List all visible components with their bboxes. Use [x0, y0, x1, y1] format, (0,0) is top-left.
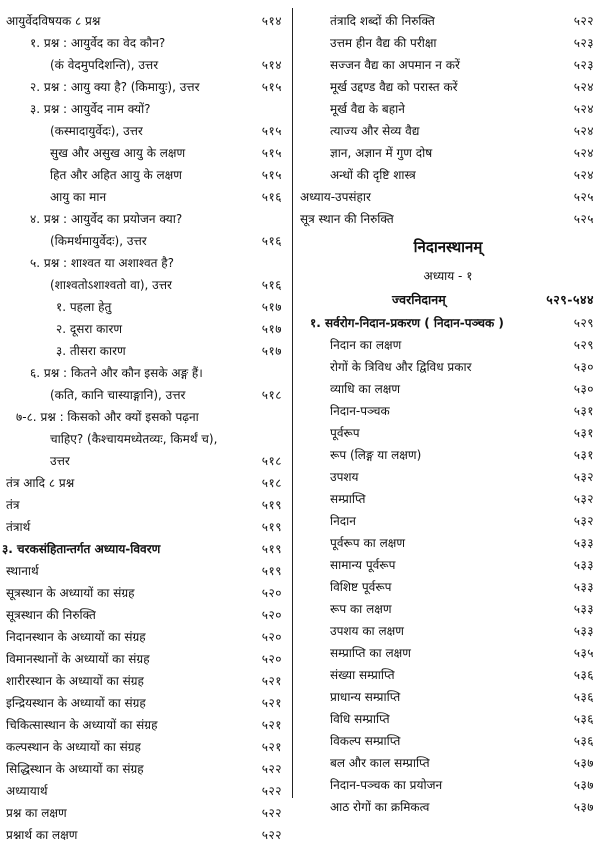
entry-title: सूत्र स्थान की निरुक्ति — [300, 212, 394, 226]
entry-title: रूप का लक्षण — [330, 602, 392, 616]
entry-page-number: ५३५ — [573, 646, 594, 660]
entry-title: आयुर्वेदविषयक ८ प्रश्न — [6, 14, 101, 28]
entry-title: विकल्प सम्प्राप्ति — [330, 734, 401, 748]
entry-title: प्रश्नार्थ का लक्षण — [6, 828, 78, 842]
subtitle-row — [296, 288, 600, 312]
entry-page-number: ५३६ — [573, 690, 594, 704]
entry-title: स्थानार्थ — [6, 564, 39, 578]
right-column — [296, 10, 600, 818]
subtitle-pages: ५२९-५४४ — [546, 292, 594, 307]
entry-page-number: ५३० — [573, 360, 594, 374]
entry-title: २. दूसरा कारण — [56, 322, 123, 336]
toc-entry — [0, 384, 288, 406]
entry-title: ७-८. प्रश्न : किसको और क्यों इसको पढ़ना — [16, 410, 199, 424]
toc-entry — [296, 664, 600, 686]
entry-title: ३. तीसरा कारण — [56, 344, 126, 358]
entry-page-number: ५२० — [261, 630, 282, 644]
entry-page-number: ५१७ — [261, 344, 282, 358]
entry-page-number: ५३३ — [573, 558, 594, 572]
entry-title: (शाश्वतोऽशाश्वतो वा), उत्तर — [50, 278, 172, 292]
chapter-row — [296, 264, 600, 288]
entry-title: सामान्य पूर्वरूप — [330, 558, 396, 572]
toc-entry — [296, 554, 600, 576]
entry-page-number: ५३६ — [573, 734, 594, 748]
toc-entry — [0, 582, 288, 604]
toc-entry — [296, 10, 600, 32]
entry-title: (कस्मादायुर्वेदः), उत्तर — [50, 124, 143, 138]
toc-entry — [0, 120, 288, 142]
toc-entry — [0, 516, 288, 538]
entry-page-number: ५३३ — [573, 602, 594, 616]
toc-entry — [296, 796, 600, 818]
entry-page-number: ५३३ — [573, 624, 594, 638]
entry-title: मूर्ख वैद्य के बहाने — [330, 102, 405, 116]
entry-page-number: ५३६ — [573, 668, 594, 682]
entry-title: तंत्रादि शब्दों की निरुक्ति — [330, 14, 435, 28]
entry-title: चाहिए? (कैश्चायमध्येतव्यः, किमर्थं च), — [50, 432, 218, 446]
toc-entry — [0, 670, 288, 692]
entry-title: सम्प्राप्ति का लक्षण — [330, 646, 411, 660]
toc-entry — [296, 708, 600, 730]
entry-title: चिकित्सास्थान के अध्यायों का संग्रह — [6, 718, 158, 732]
entry-title: उपशय का लक्षण — [330, 624, 404, 638]
entry-page-number: ५२५ — [573, 212, 594, 226]
entry-page-number: ५३६ — [573, 712, 594, 726]
toc-entry — [0, 472, 288, 494]
entry-page-number: ५३१ — [573, 404, 594, 418]
entry-page-number: ५३२ — [573, 470, 594, 484]
entry-page-number: ५२४ — [573, 146, 594, 160]
toc-entry — [0, 164, 288, 186]
entry-title: कल्पस्थान के अध्यायों का संग्रह — [6, 740, 141, 754]
right-bottom-entries — [296, 312, 600, 818]
entry-title: विधि सम्प्राप्ति — [330, 712, 390, 726]
toc-entry — [0, 340, 288, 362]
entry-title: प्रश्न का लक्षण — [6, 806, 67, 820]
toc-entry — [296, 32, 600, 54]
entry-title: मूर्ख उद्दण्ड वैद्य को परास्त करें — [330, 80, 458, 94]
entry-title: इन्द्रियस्थान के अध्यायों का संग्रह — [6, 696, 146, 710]
toc-entry — [296, 510, 600, 532]
toc-entry — [0, 736, 288, 758]
toc-entry — [296, 164, 600, 186]
entry-title: निदान-पञ्चक का प्रयोजन — [330, 778, 443, 792]
toc-entry — [296, 752, 600, 774]
toc-entry — [296, 686, 600, 708]
section-title: निदानस्थानम् — [413, 238, 483, 256]
entry-title: ३. प्रश्न : आयुर्वेद नाम क्यों? — [30, 102, 151, 116]
entry-page-number: ५३१ — [573, 426, 594, 440]
entry-page-number: ५३३ — [573, 536, 594, 550]
entry-page-number: ५१५ — [261, 146, 282, 160]
entry-page-number: ५२२ — [261, 828, 282, 842]
entry-page-number: ५२४ — [573, 168, 594, 182]
toc-entry — [0, 802, 288, 824]
entry-title: अन्धों की दृष्टि शास्त्र — [330, 168, 416, 182]
toc-entry — [0, 406, 288, 428]
entry-page-number: ५२१ — [261, 696, 282, 710]
entry-title: शारीरस्थान के अध्यायों का संग्रह — [6, 674, 144, 688]
entry-page-number: ५२१ — [261, 740, 282, 754]
toc-entry — [296, 444, 600, 466]
entry-page-number: ५२३ — [573, 58, 594, 72]
entry-page-number: ५१८ — [261, 454, 282, 468]
entry-title: उपशय — [330, 470, 359, 484]
entry-page-number: ५१९ — [261, 498, 282, 512]
toc-entry — [296, 142, 600, 164]
entry-title: आयु का मान — [50, 190, 107, 204]
entry-page-number: ५२९ — [573, 316, 594, 330]
entry-title: सूत्रस्थान के अध्यायों का संग्रह — [6, 586, 135, 600]
section-title-row — [296, 230, 600, 264]
entry-page-number: ५३१ — [573, 448, 594, 462]
entry-page-number: ५२२ — [261, 806, 282, 820]
entry-page-number: ५१८ — [261, 388, 282, 402]
entry-title: तंत्र — [6, 498, 20, 512]
entry-page-number: ५१५ — [261, 124, 282, 138]
entry-title: (किमर्थमायुर्वेदः), उत्तर — [50, 234, 147, 248]
entry-page-number: ५३३ — [573, 580, 594, 594]
toc-entry — [296, 186, 600, 208]
entry-title: ६. प्रश्न : कितने और कौन इसके अङ्ग हैं। — [30, 366, 203, 380]
entry-title: सज्जन वैद्य का अपमान न करें — [330, 58, 460, 72]
toc-entry — [296, 598, 600, 620]
toc-entry — [0, 252, 288, 274]
toc-entry — [0, 428, 288, 450]
chapter-label: अध्याय - १ — [423, 269, 473, 283]
toc-entry — [0, 604, 288, 626]
toc-entry — [0, 824, 288, 846]
toc-entry — [0, 296, 288, 318]
toc-entry — [296, 120, 600, 142]
toc-entry — [0, 318, 288, 340]
entry-page-number: ५३७ — [573, 800, 594, 814]
toc-entry — [0, 186, 288, 208]
entry-page-number: ५१९ — [261, 542, 282, 556]
toc-entry — [296, 400, 600, 422]
toc-entry — [0, 648, 288, 670]
entry-title: पूर्वरूप — [330, 426, 360, 440]
entry-title: विशिष्ट पूर्वरूप — [330, 580, 392, 594]
entry-page-number: ५२५ — [573, 190, 594, 204]
entry-page-number: ५२० — [261, 608, 282, 622]
entry-title: उत्तम हीन वैद्य की परीक्षा — [330, 36, 437, 50]
entry-title: निदान का लक्षण — [330, 338, 402, 352]
toc-entry — [296, 466, 600, 488]
entry-title: अध्यायार्थ — [6, 784, 48, 798]
entry-title: तंत्र आदि ८ प्रश्न — [6, 476, 75, 490]
entry-title: निदान-पञ्चक — [330, 404, 390, 418]
entry-page-number: ५३२ — [573, 492, 594, 506]
entry-page-number: ५३७ — [573, 756, 594, 770]
entry-page-number: ५२० — [261, 652, 282, 666]
entry-page-number: ५२४ — [573, 124, 594, 138]
toc-entry — [296, 576, 600, 598]
entry-title: अध्याय-उपसंहार — [300, 190, 371, 204]
toc-entry — [296, 422, 600, 444]
entry-page-number: ५२१ — [261, 718, 282, 732]
toc-entry — [0, 76, 288, 98]
entry-title: ३. चरकसंहितान्तर्गत अध्याय-विवरण — [2, 542, 161, 556]
toc-entry — [0, 538, 288, 560]
toc-entry — [0, 692, 288, 714]
entry-title: हित और अहित आयु के लक्षण — [50, 168, 182, 182]
toc-entry — [296, 54, 600, 76]
entry-page-number: ५२४ — [573, 80, 594, 94]
entry-title: निदान — [330, 514, 356, 528]
toc-entry — [296, 730, 600, 752]
toc-entry — [296, 642, 600, 664]
toc-entry — [296, 334, 600, 356]
entry-title: सम्प्राप्ति — [330, 492, 366, 506]
toc-entry — [0, 274, 288, 296]
entry-page-number: ५२३ — [573, 36, 594, 50]
entry-page-number: ५१९ — [261, 564, 282, 578]
entry-page-number: ५१७ — [261, 300, 282, 314]
toc-entry — [0, 32, 288, 54]
entry-title: सूत्रस्थान की निरुक्ति — [6, 608, 96, 622]
subtitle-text: ज्वरनिदानम् — [392, 292, 446, 307]
toc-entry — [296, 378, 600, 400]
toc-entry — [296, 532, 600, 554]
toc-entry — [296, 208, 600, 230]
entry-title: त्याज्य और सेव्य वैद्य — [330, 124, 420, 138]
toc-entry — [0, 10, 288, 32]
entry-page-number: ५३० — [573, 382, 594, 396]
entry-title: सिद्धिस्थान के अध्यायों का संग्रह — [6, 762, 144, 776]
entry-page-number: ५२० — [261, 586, 282, 600]
toc-entry — [296, 356, 600, 378]
toc-entry — [0, 98, 288, 120]
toc-entry — [0, 714, 288, 736]
entry-title: संख्या सम्प्राप्ति — [330, 668, 395, 682]
entry-page-number: ५२४ — [573, 102, 594, 116]
entry-title: (कं वेदमुपदिशन्ति), उत्तर — [50, 58, 159, 72]
entry-page-number: ५१६ — [261, 278, 282, 292]
entry-page-number: ५२९ — [573, 338, 594, 352]
entry-page-number: ५३२ — [573, 514, 594, 528]
entry-title: १. प्रश्न : आयुर्वेद का वेद कौन? — [30, 36, 166, 50]
entry-page-number: ५१५ — [261, 80, 282, 94]
toc-entry — [296, 98, 600, 120]
entry-title: रूप (लिङ्ग या लक्षण) — [330, 448, 422, 462]
entry-page-number: ५२२ — [573, 14, 594, 28]
entry-title: बल और काल सम्प्राप्ति — [330, 756, 430, 770]
entry-page-number: ५१४ — [261, 14, 282, 28]
toc-entry — [0, 560, 288, 582]
column-divider — [292, 8, 293, 798]
entry-page-number: ५१९ — [261, 520, 282, 534]
toc-entry — [296, 774, 600, 796]
entry-page-number: ५१४ — [261, 58, 282, 72]
entry-page-number: ५२२ — [261, 784, 282, 798]
entry-title: पूर्वरूप का लक्षण — [330, 536, 405, 550]
entry-page-number: ५१८ — [261, 476, 282, 490]
entry-page-number: ५१६ — [261, 234, 282, 248]
entry-page-number: ५२१ — [261, 674, 282, 688]
toc-entry — [0, 494, 288, 516]
toc-entry — [0, 230, 288, 252]
entry-page-number: ५३७ — [573, 778, 594, 792]
entry-title: आठ रोगों का क्रमिकत्व — [330, 800, 430, 814]
entry-title: सुख और असुख आयु के लक्षण — [50, 146, 186, 160]
entry-title: प्राधान्य सम्प्राप्ति — [330, 690, 401, 704]
entry-title: रोगों के त्रिविध और द्विविध प्रकार — [330, 360, 472, 374]
entry-title: (कति, कानि चास्याङ्गानि), उत्तर — [50, 388, 186, 402]
entry-page-number: ५१६ — [261, 190, 282, 204]
toc-entry — [0, 142, 288, 164]
left-column — [0, 10, 288, 846]
toc-entry — [0, 758, 288, 780]
entry-title: तंत्रार्थ — [6, 520, 31, 534]
entry-page-number: ५२२ — [261, 762, 282, 776]
entry-title: विमानस्थानों के अध्यायों का संग्रह — [6, 652, 150, 666]
entry-page-number: ५१५ — [261, 168, 282, 182]
entry-title: निदानस्थान के अध्यायों का संग्रह — [6, 630, 146, 644]
entry-title: १. पहला हेतु — [56, 300, 112, 314]
toc-entry — [296, 312, 600, 334]
toc-entry — [296, 620, 600, 642]
entry-title: ४. प्रश्न : आयुर्वेद का प्रयोजन क्या? — [30, 212, 183, 226]
entry-title: व्याधि का लक्षण — [330, 382, 401, 396]
entry-title: १. सर्वरोग-निदान-प्रकरण ( निदान-पञ्चक ) — [310, 316, 504, 330]
entry-page-number: ५१७ — [261, 322, 282, 336]
toc-entry — [296, 76, 600, 98]
toc-entry — [296, 488, 600, 510]
toc-entry — [0, 780, 288, 802]
entry-title: उत्तर — [50, 454, 70, 468]
right-top-entries — [296, 10, 600, 230]
toc-entry — [0, 54, 288, 76]
toc-entry — [0, 362, 288, 384]
toc-entry — [0, 208, 288, 230]
entry-title: ५. प्रश्न : शाश्वत या अशाश्वत है? — [30, 256, 175, 270]
entry-title: २. प्रश्न : आयु क्या है? (किमायुः), उत्तर — [30, 80, 200, 94]
entry-title: ज्ञान, अज्ञान में गुण दोष — [330, 146, 433, 160]
toc-entry — [0, 450, 288, 472]
toc-entry — [0, 626, 288, 648]
